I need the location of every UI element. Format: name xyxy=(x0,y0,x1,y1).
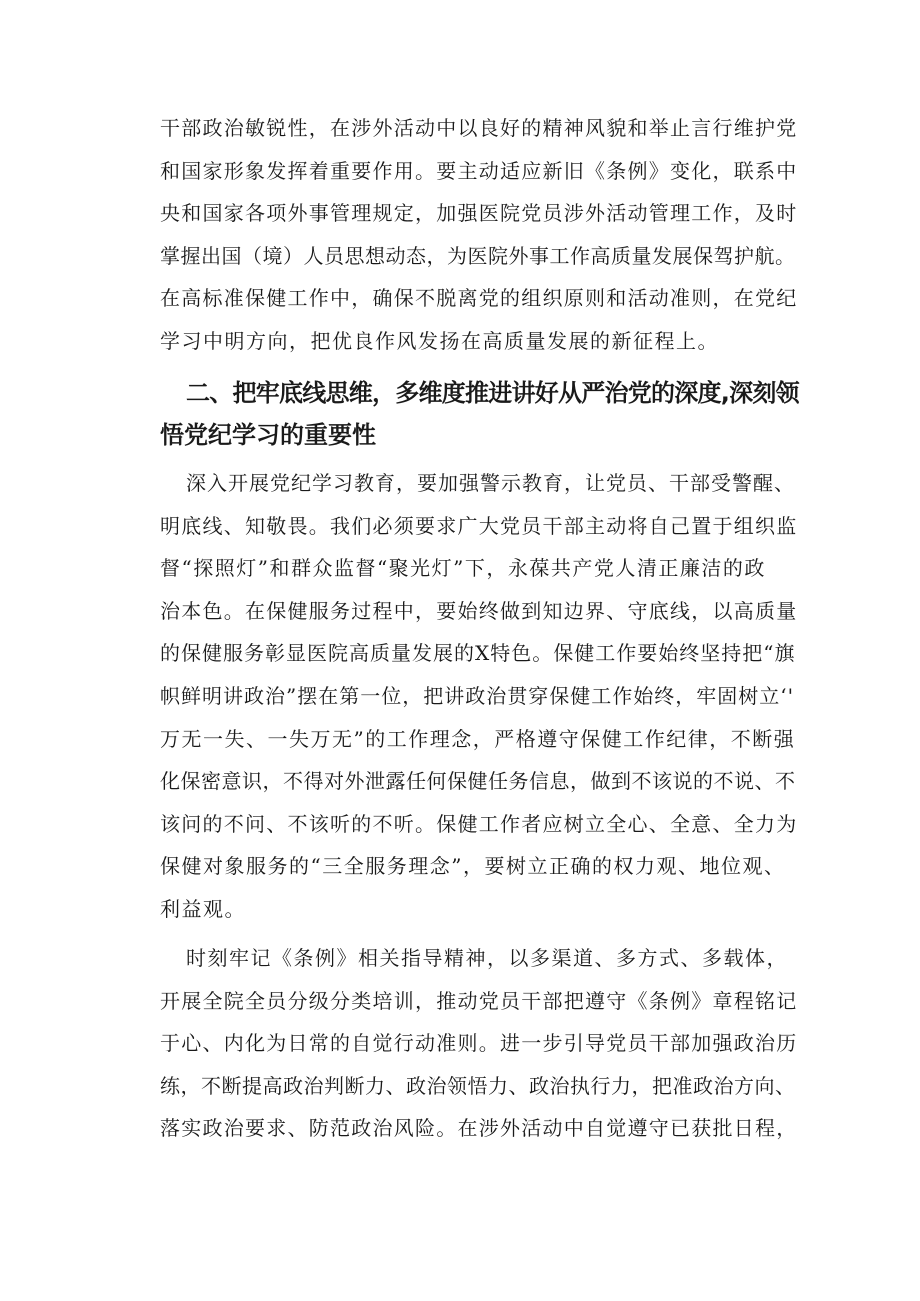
text-line: 明底线、知敬畏。我们必须要求广大党员干部主动将自己置于组织监 xyxy=(160,513,798,538)
text-line: 开展全院全员分级分类培训，推动党员干部把遵守《条例》章程铭记 xyxy=(160,988,798,1013)
text-line: 的保健服务彰显医院高质量发展的X特色。保健工作要始终坚持把“旗 xyxy=(160,641,796,666)
heading-line: 悟党纪学习的重要性 xyxy=(160,420,376,449)
text-line: 万无一失、一失万无”的工作理念，严格遵守保健工作纪律，不断强 xyxy=(160,726,796,751)
text-line: 于心、内化为日常的自觉行动准则。进一步引导党员干部加强政治历 xyxy=(160,1031,798,1056)
text-line: 和国家形象发挥着重要作用。要主动适应新旧《条例》变化，联系中 xyxy=(160,158,798,183)
text-line: 掌握出国（境）人员思想动态，为医院外事工作高质量发展保驾护航。 xyxy=(160,243,796,268)
text-line: 帜鲜明讲政治”摆在第一位，把讲政治贯穿保健工作始终，牢固树立‘' xyxy=(160,683,795,708)
text-line: 央和国家各项外事管理规定，加强医院党员涉外活动管理工作，及时 xyxy=(160,201,798,226)
text-line: 保健对象服务的“三全服务理念”，要树立正确的权力观、地位观、 xyxy=(160,854,786,879)
text-line: 化保密意识，不得对外泄露任何保健任务信息，做到不该说的不说、不 xyxy=(160,769,796,794)
text-line: 督“探照灯”和群众监督“聚光灯”下，永葆共产党人清正廉洁的政 xyxy=(160,556,766,581)
text-line: 落实政治要求、防范政治风险。在涉外活动中自觉遵守已获批日程， xyxy=(160,1116,798,1141)
text-line: 时刻牢记《条例》相关指导精神，以多渠道、多方式、多载体， xyxy=(186,946,788,970)
paragraph-2 xyxy=(160,462,800,931)
text-line: 干部政治敏锐性，在涉外活动中以良好的精神风貌和举止言行维护党 xyxy=(160,116,798,140)
text-line: 在高标准保健工作中，确保不脱离党的组织原则和活动准则，在党纪 xyxy=(160,286,798,311)
text-line: 练，不断提高政治判断力、政治领悟力、政治执行力，把准政治方向、 xyxy=(160,1073,796,1098)
paragraph-1 xyxy=(160,107,800,363)
text-line: 治本色。在保健服务过程中，要始终做到知边界、守底线，以高质量 xyxy=(160,598,798,623)
paragraph-3 xyxy=(160,937,800,1150)
section-heading xyxy=(160,373,800,456)
text-line: 深入开展党纪学习教育，要加强警示教育，让党员、干部受警醒、 xyxy=(186,471,795,495)
text-line: 利益观。 xyxy=(160,896,246,921)
text-line: 学习中明方向，把优良作风发扬在高质量发展的新征程上。 xyxy=(160,328,719,353)
text-line: 该问的不问、不该听的不听。保健工作者应树立全心、全意、全力为 xyxy=(160,811,798,836)
heading-line: 二、把牢底线思维，多维度推进讲好从严治党的深度,深刻领 xyxy=(186,379,799,407)
